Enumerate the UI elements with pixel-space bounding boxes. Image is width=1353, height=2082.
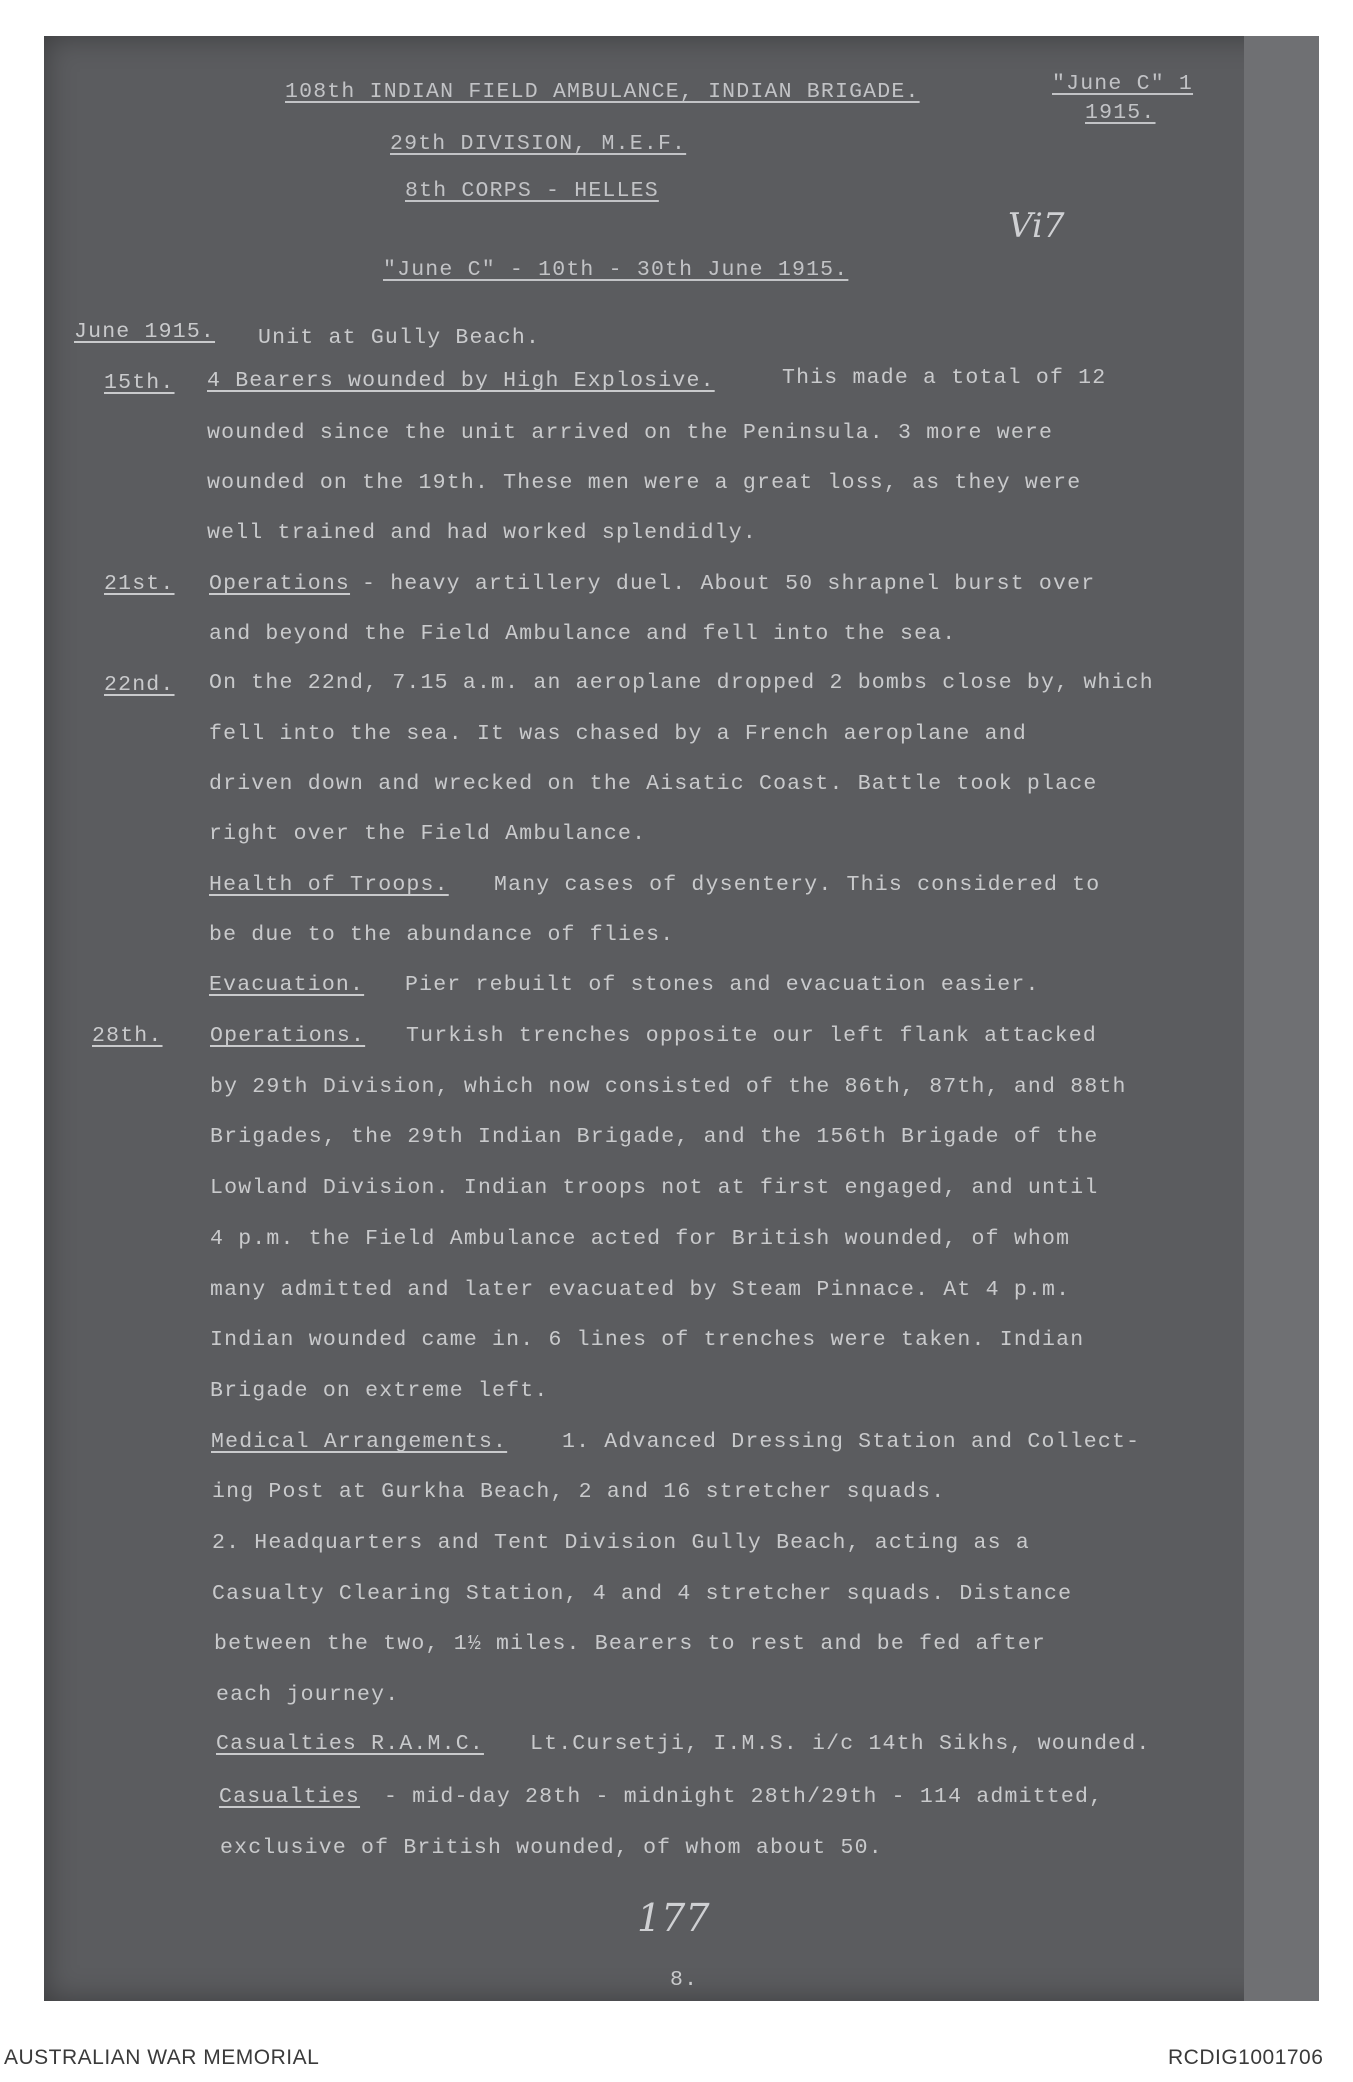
- casualties-line: exclusive of British wounded, of whom about 50.: [220, 1836, 883, 1860]
- entry-22nd-line: driven down and wrecked on the Aisatic Coast. Battle took place: [209, 772, 1098, 796]
- entry-28th-heading: Operations.: [210, 1024, 366, 1048]
- casualties-heading: Casualties: [219, 1785, 361, 1809]
- date-22nd: 22nd.: [104, 673, 175, 697]
- intro-label: June 1915.: [74, 320, 216, 344]
- handwritten-folio: 177: [637, 1896, 710, 1940]
- date-28th: 28th.: [92, 1024, 163, 1048]
- unit-title: 108th INDIAN FIELD AMBULANCE, INDIAN BRIGADE.: [285, 80, 920, 104]
- casualties-line: - mid-day 28th - midnight 28th/29th - 114 admitted,: [384, 1785, 1104, 1809]
- entry-21st-line: - heavy artillery duel. About 50 shrapnel burst over: [362, 572, 1096, 596]
- casualties-ramc-heading: Casualties R.A.M.C.: [216, 1732, 484, 1756]
- evacuation-line: Pier rebuilt of stones and evacuation easier.: [405, 973, 1040, 997]
- medical-arrangements-line: between the two, 1½ miles. Bearers to rest and be fed after: [214, 1632, 1047, 1656]
- page-number: 8.: [670, 1968, 699, 1992]
- health-line: be due to the abundance of flies.: [209, 923, 675, 947]
- watermark-right: RCDIG1001706: [1168, 2046, 1324, 2069]
- corps-title: 8th CORPS - HELLES: [405, 179, 659, 203]
- medical-arrangements-heading: Medical Arrangements.: [211, 1430, 508, 1454]
- entry-28th-line: Lowland Division. Indian troops not at first engaged, and until: [210, 1176, 1099, 1200]
- entry-15th-line: wounded since the unit arrived on the Peninsula. 3 more were: [207, 421, 1054, 445]
- entry-28th-line: Brigade on extreme left.: [210, 1379, 549, 1403]
- entry-21st-heading: Operations: [209, 572, 351, 596]
- watermark-left: AUSTRALIAN WAR MEMORIAL: [4, 2046, 320, 2069]
- medical-arrangements-line: ing Post at Gurkha Beach, 2 and 16 stretcher squads.: [212, 1480, 946, 1504]
- medical-arrangements-line: 1. Advanced Dressing Station and Collect-: [562, 1430, 1141, 1454]
- entry-15th-line: wounded on the 19th. These men were a great loss, as they were: [207, 471, 1082, 495]
- medical-arrangements-line: each journey.: [216, 1683, 400, 1707]
- entry-28th-line: Brigades, the 29th Indian Brigade, and the 156th Brigade of the: [210, 1125, 1099, 1149]
- diary-title: "June C" - 10th - 30th June 1915.: [383, 258, 849, 282]
- health-heading: Health of Troops.: [209, 873, 449, 897]
- entry-28th-line: many admitted and later evacuated by Steam Pinnace. At 4 p.m.: [210, 1278, 1071, 1302]
- entry-28th-line: 4 p.m. the Field Ambulance acted for British wounded, of whom: [210, 1227, 1071, 1251]
- intro-text: Unit at Gully Beach.: [258, 326, 541, 350]
- entry-28th-line: Indian wounded came in. 6 lines of trenches were taken. Indian: [210, 1328, 1085, 1352]
- date-15th: 15th.: [104, 371, 175, 395]
- sheet-edge: [1244, 36, 1319, 2001]
- health-line: Many cases of dysentery. This considered to: [494, 873, 1101, 897]
- medical-arrangements-line: 2. Headquarters and Tent Division Gully Beach, acting as a: [212, 1531, 1030, 1555]
- entry-21st-line: and beyond the Field Ambulance and fell into the sea.: [209, 622, 957, 646]
- division-title: 29th DIVISION, M.E.F.: [390, 132, 687, 156]
- entry-22nd-line: right over the Field Ambulance.: [209, 822, 647, 846]
- evacuation-heading: Evacuation.: [209, 973, 365, 997]
- entry-22nd-line: fell into the sea. It was chased by a French aeroplane and: [209, 722, 1027, 746]
- date-21st: 21st.: [104, 572, 175, 596]
- reference-top: "June C" 1: [1052, 72, 1194, 96]
- entry-28th-line: Turkish trenches opposite our left flank attacked: [406, 1024, 1098, 1048]
- reference-bottom: 1915.: [1085, 101, 1156, 125]
- entry-28th-line: by 29th Division, which now consisted of the 86th, 87th, and 88th: [210, 1075, 1127, 1099]
- entry-15th-heading: 4 Bearers wounded by High Explosive.: [207, 369, 715, 393]
- entry-22nd-line: On the 22nd, 7.15 a.m. an aeroplane dropped 2 bombs close by, which: [209, 671, 1154, 695]
- entry-15th-line: This made a total of 12: [782, 366, 1107, 390]
- medical-arrangements-line: Casualty Clearing Station, 4 and 4 stretcher squads. Distance: [212, 1582, 1073, 1606]
- casualties-ramc-line: Lt.Cursetji, I.M.S. i/c 14th Sikhs, wounded.: [530, 1732, 1151, 1756]
- entry-15th-line: well trained and had worked splendidly.: [207, 521, 757, 545]
- handwritten-reference: Vi7: [1008, 206, 1065, 246]
